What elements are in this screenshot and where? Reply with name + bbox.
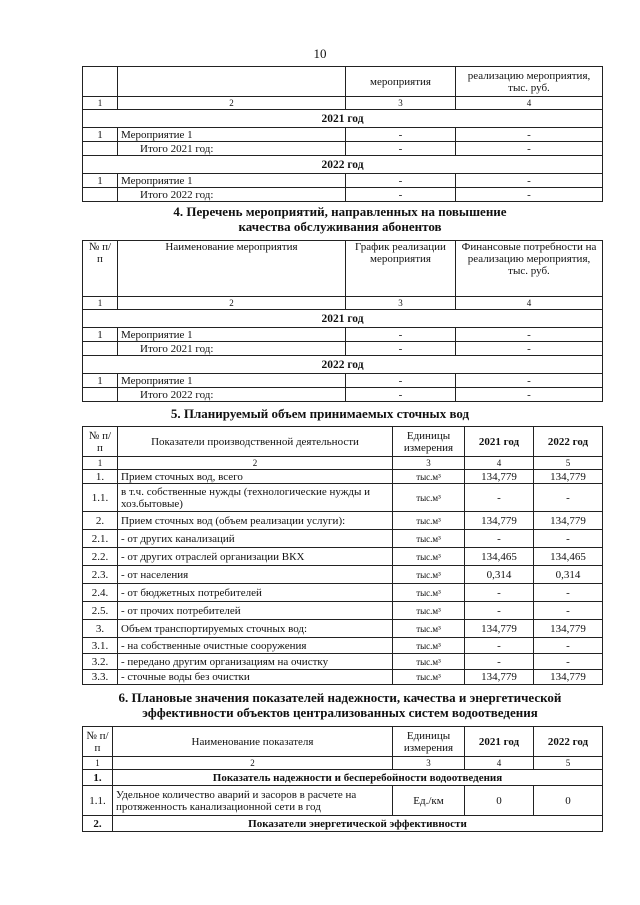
table-row (83, 602, 603, 620)
total-value: - (456, 388, 603, 402)
item-name: Мероприятие 1 (118, 374, 346, 388)
unit-cell: тыс.м³ (393, 548, 465, 566)
unit-cell: тыс.м³ (393, 654, 465, 670)
item-value: - (456, 374, 603, 388)
value-2022: - (534, 654, 603, 670)
row-number: 1 (83, 374, 118, 388)
column-number: 5 (534, 757, 603, 770)
table-row (83, 328, 603, 342)
value-2021: 134,779 (465, 470, 534, 484)
row-number: 2.2. (83, 548, 118, 566)
section-6-heading: 6. Плановые значения показателей надежности, качества и энергетической эффективности объектов централизованных систем водоотведения (118, 690, 562, 720)
item-value: - (346, 174, 456, 188)
table-row (83, 174, 603, 188)
total-label: Итого 2022 год: (118, 188, 346, 202)
value-2022: 134,779 (534, 512, 603, 530)
unit-cell: тыс.м³ (393, 670, 465, 685)
value-2022: - (534, 584, 603, 602)
unit-cell: тыс.м³ (393, 638, 465, 654)
header-cell: № п/п (83, 427, 118, 457)
indicator-name: в т.ч. собственные нужды (технологические нужды и хоз.бытовые) (118, 484, 393, 512)
table-row (83, 374, 603, 388)
row-number: 3.3. (83, 670, 118, 685)
header-cell: График реализации мероприятия (346, 241, 456, 297)
group-title: Показатель надежности и бесперебойности водоотведения (113, 770, 603, 786)
value-2021: 134,779 (465, 512, 534, 530)
indicator-name: - от населения (118, 566, 393, 584)
value-2022: 134,465 (534, 548, 603, 566)
row-number: 2.4. (83, 584, 118, 602)
value-2021: - (465, 654, 534, 670)
header-cell: реализацию мероприятия, тыс. руб. (456, 67, 603, 97)
header-cell: 2021 год (465, 427, 534, 457)
row-number: 1.1. (83, 786, 113, 816)
table-row (83, 530, 603, 548)
column-number: 4 (465, 757, 534, 770)
section-5-heading: 5. Планируемый объем принимаемых сточных вод (170, 406, 470, 421)
row-number: 2. (83, 512, 118, 530)
value-2021: - (465, 602, 534, 620)
column-number: 3 (393, 457, 465, 470)
indicator-name: Удельное количество аварий и засоров в расчете на протяженность канализационной сети в год (113, 786, 393, 816)
value-2021: - (465, 530, 534, 548)
value-2022: 0 (534, 786, 603, 816)
column-number: 1 (83, 457, 118, 470)
indicator-name: Прием сточных вод (объем реализации услуги): (118, 512, 393, 530)
value-2022: 134,779 (534, 470, 603, 484)
column-number: 2 (118, 97, 346, 110)
total-value: - (346, 142, 456, 156)
row-number: 2.3. (83, 566, 118, 584)
row-number: 1 (83, 128, 118, 142)
value-2022: - (534, 602, 603, 620)
row-number: 3.2. (83, 654, 118, 670)
total-label: Итого 2021 год: (118, 142, 346, 156)
table-row (83, 584, 603, 602)
indicator-name: - от других отраслей организации ВКХ (118, 548, 393, 566)
column-number: 5 (534, 457, 603, 470)
item-value: - (346, 374, 456, 388)
total-value: - (456, 142, 603, 156)
page-number: 10 (313, 46, 327, 61)
header-cell: 2021 год (465, 727, 534, 757)
row-number: 2.5. (83, 602, 118, 620)
total-row (83, 188, 603, 202)
section-4-table (82, 240, 603, 402)
value-2022: 134,779 (534, 620, 603, 638)
total-value: - (456, 342, 603, 356)
column-number: 2 (113, 757, 393, 770)
table-row (83, 638, 603, 654)
indicator-name: - от прочих потребителей (118, 602, 393, 620)
indicator-name: Прием сточных вод, всего (118, 470, 393, 484)
item-value: - (456, 328, 603, 342)
value-2021: - (465, 638, 534, 654)
column-number: 3 (346, 297, 456, 310)
header-cell (118, 67, 346, 97)
table-row (83, 484, 603, 512)
unit-cell: тыс.м³ (393, 470, 465, 484)
table-row (83, 128, 603, 142)
column-number: 3 (346, 97, 456, 110)
table-row (83, 670, 603, 685)
unit-cell: Ед./км (393, 786, 465, 816)
year-group-row: 2021 год (83, 110, 603, 128)
unit-cell: тыс.м³ (393, 566, 465, 584)
indicator-name: - на собственные очистные сооружения (118, 638, 393, 654)
group-title: Показатели энергетической эффективности (113, 816, 603, 832)
column-number: 1 (83, 297, 118, 310)
value-2021: 134,779 (465, 670, 534, 685)
row-number: 1.1. (83, 484, 118, 512)
header-cell: Единицы измерения (393, 727, 465, 757)
table-header-row (83, 727, 603, 757)
year-group-row: 2022 год (83, 156, 603, 174)
unit-cell: тыс.м³ (393, 584, 465, 602)
column-number-row (83, 757, 603, 770)
section-5-table (82, 426, 603, 685)
column-number: 4 (456, 97, 603, 110)
indicator-name: Объем транспортируемых сточных вод: (118, 620, 393, 638)
header-cell: № п/п (83, 727, 113, 757)
table-row (83, 654, 603, 670)
column-number: 1 (83, 757, 113, 770)
table-row (83, 548, 603, 566)
group-row (83, 770, 603, 786)
continuation-table (82, 66, 603, 202)
table-header-row (83, 241, 603, 297)
table-row (83, 566, 603, 584)
table-header-row (83, 67, 603, 97)
value-2021: 134,465 (465, 548, 534, 566)
indicator-name: - сточные воды без очистки (118, 670, 393, 685)
header-cell: Финансовые потребности на реализацию мероприятия, тыс. руб. (456, 241, 603, 297)
column-number: 1 (83, 97, 118, 110)
value-2021: - (465, 584, 534, 602)
table-row (83, 470, 603, 484)
unit-cell: тыс.м³ (393, 602, 465, 620)
row-number: 1 (83, 174, 118, 188)
row-number: 1 (83, 328, 118, 342)
item-value: - (346, 328, 456, 342)
year-group-row: 2021 год (83, 310, 603, 328)
row-number: 1. (83, 470, 118, 484)
column-number-row (83, 97, 603, 110)
total-value: - (346, 388, 456, 402)
header-cell (83, 67, 118, 97)
group-number: 1. (83, 770, 113, 786)
value-2022: - (534, 530, 603, 548)
item-name: Мероприятие 1 (118, 174, 346, 188)
table-row (83, 620, 603, 638)
item-name: Мероприятие 1 (118, 328, 346, 342)
header-cell: Наименование показателя (113, 727, 393, 757)
value-2021: 134,779 (465, 620, 534, 638)
column-number-row (83, 297, 603, 310)
group-row (83, 816, 603, 832)
unit-cell: тыс.м³ (393, 512, 465, 530)
total-label: Итого 2021 год: (118, 342, 346, 356)
total-row (83, 388, 603, 402)
column-number-row (83, 457, 603, 470)
header-cell: № п/п (83, 241, 118, 297)
total-label: Итого 2022 год: (118, 388, 346, 402)
column-number: 3 (393, 757, 465, 770)
value-2022: - (534, 638, 603, 654)
unit-cell: тыс.м³ (393, 620, 465, 638)
item-value: - (456, 128, 603, 142)
column-number: 2 (118, 297, 346, 310)
indicator-name: - от других канализаций (118, 530, 393, 548)
item-value: - (346, 128, 456, 142)
year-group-row: 2022 год (83, 356, 603, 374)
item-name: Мероприятие 1 (118, 128, 346, 142)
section-4-heading: 4. Перечень мероприятий, направленных на повышение качества обслуживания абонентов (173, 204, 507, 234)
value-2021: - (465, 484, 534, 512)
total-row (83, 142, 603, 156)
header-cell: 2022 год (534, 427, 603, 457)
total-row (83, 342, 603, 356)
row-number: 2.1. (83, 530, 118, 548)
item-value: - (456, 174, 603, 188)
table-row (83, 512, 603, 530)
header-cell: Показатели производственной деятельности (118, 427, 393, 457)
indicator-name: - передано другим организациям на очистку (118, 654, 393, 670)
header-cell: Единицы измерения (393, 427, 465, 457)
value-2022: 0,314 (534, 566, 603, 584)
value-2022: - (534, 484, 603, 512)
total-value: - (456, 188, 603, 202)
total-value: - (346, 342, 456, 356)
header-cell: мероприятия (346, 67, 456, 97)
total-value: - (346, 188, 456, 202)
value-2021: 0 (465, 786, 534, 816)
section-6-table (82, 726, 603, 832)
table-header-row (83, 427, 603, 457)
unit-cell: тыс.м³ (393, 530, 465, 548)
table-row (83, 786, 603, 816)
unit-cell: тыс.м³ (393, 484, 465, 512)
indicator-name: - от бюджетных потребителей (118, 584, 393, 602)
row-number: 3. (83, 620, 118, 638)
header-cell: Наименование мероприятия (118, 241, 346, 297)
row-number: 3.1. (83, 638, 118, 654)
column-number: 4 (465, 457, 534, 470)
column-number: 4 (456, 297, 603, 310)
value-2022: 134,779 (534, 670, 603, 685)
group-number: 2. (83, 816, 113, 832)
value-2021: 0,314 (465, 566, 534, 584)
header-cell: 2022 год (534, 727, 603, 757)
column-number: 2 (118, 457, 393, 470)
